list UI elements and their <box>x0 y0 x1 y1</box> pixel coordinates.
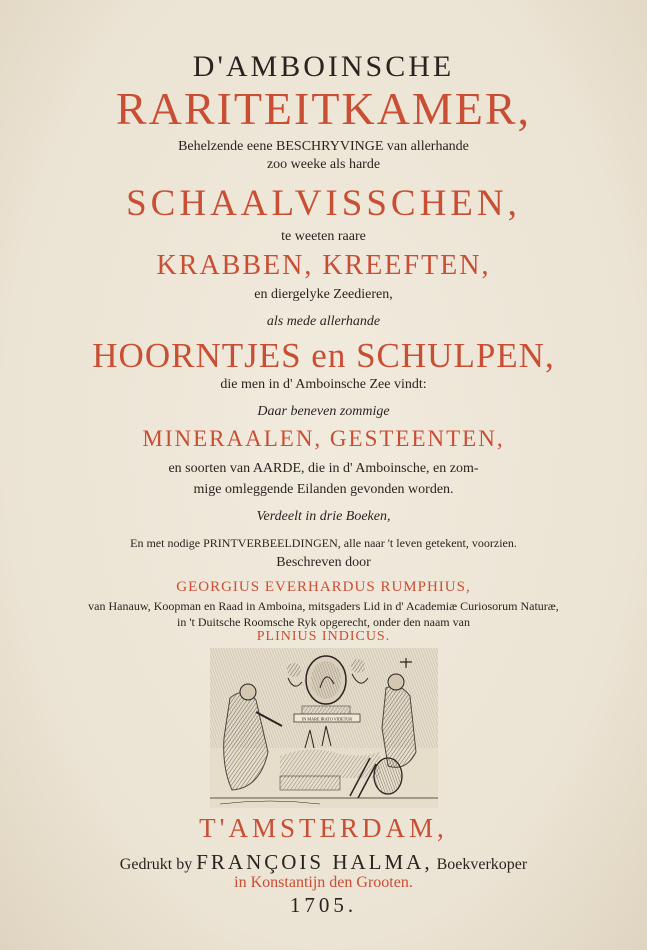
title-line-mineraalen: MINERAALEN, GESTEENTEN, <box>142 426 505 451</box>
imprint-printed-by: Gedrukt by <box>119 856 193 873</box>
author-pseudonym: PLINIUS INDICUS. <box>256 629 391 644</box>
imprint-printer-role: Boekverkoper <box>436 856 528 873</box>
title-line-krabben: KRABBEN, KREEFTEN, <box>156 250 491 281</box>
imprint-year: 1705. <box>289 893 358 917</box>
imprint-city: T'AMSTERDAM, <box>199 813 448 843</box>
subtitle-line-te-weeten: te weeten raare <box>281 229 366 244</box>
subtitle-line-beschreven-door: Beschreven door <box>276 555 371 570</box>
title-line-damboinsche: D'AMBOINSCHE <box>192 50 455 83</box>
subtitle-line-als-mede: als mede allerhande <box>266 314 381 329</box>
imprint-address: in Konstantijn den Grooten. <box>234 874 413 891</box>
printers-device-engraving <box>210 648 438 808</box>
subtitle-line-printverbeeldingen: En met nodige PRINTVERBEELDINGEN, alle naar 't leven getekent, voorzien. <box>130 536 517 550</box>
title-line-rariteitkamer: RARITEITKAMER, <box>115 83 532 134</box>
subtitle-line-amboinsche-zee: die men in d' Amboinsche Zee vindt: <box>220 377 427 392</box>
imprint-printer-line <box>0 852 647 873</box>
title-line-schaalvisschen: SCHAALVISSCHEN, <box>126 183 521 224</box>
engraving-banner-text: IN MARE IRATO VIDETUR <box>301 716 353 722</box>
author-description-line2: in 't Duitsche Roomsche Ryk opgerecht, onder den naam van <box>177 615 470 629</box>
subtitle-line-beschryvinge: Behelzende eene BESCHRYVINGE van allerhande <box>178 139 469 154</box>
subtitle-line-eilanden: mige omleggende Eilanden gevonden worden. <box>193 482 454 497</box>
subtitle-line-drie-boeken: Verdeelt in drie Boeken, <box>256 509 391 524</box>
subtitle-line-daar-beneven: Daar beneven zommige <box>257 404 390 419</box>
imprint-printer-name: FRANÇOIS HALMA, <box>196 850 433 874</box>
author-description-line1: van Hanauw, Koopman en Raad in Amboina, mitsgaders Lid in d' Academiæ Curiosorum Naturæ, <box>88 599 559 613</box>
author-name: GEORGIUS EVERHARDUS RUMPHIUS, <box>176 579 471 595</box>
subtitle-line-aarde: en soorten van AARDE, die in d' Amboinsche, en zom- <box>168 461 479 476</box>
title-line-hoorntjes: HOORNTJES en SCHULPEN, <box>92 336 555 375</box>
subtitle-line-zoo-weeke: zoo weeke als harde <box>266 157 381 172</box>
subtitle-line-zeedieren: en diergelyke Zeedieren, <box>254 287 393 302</box>
